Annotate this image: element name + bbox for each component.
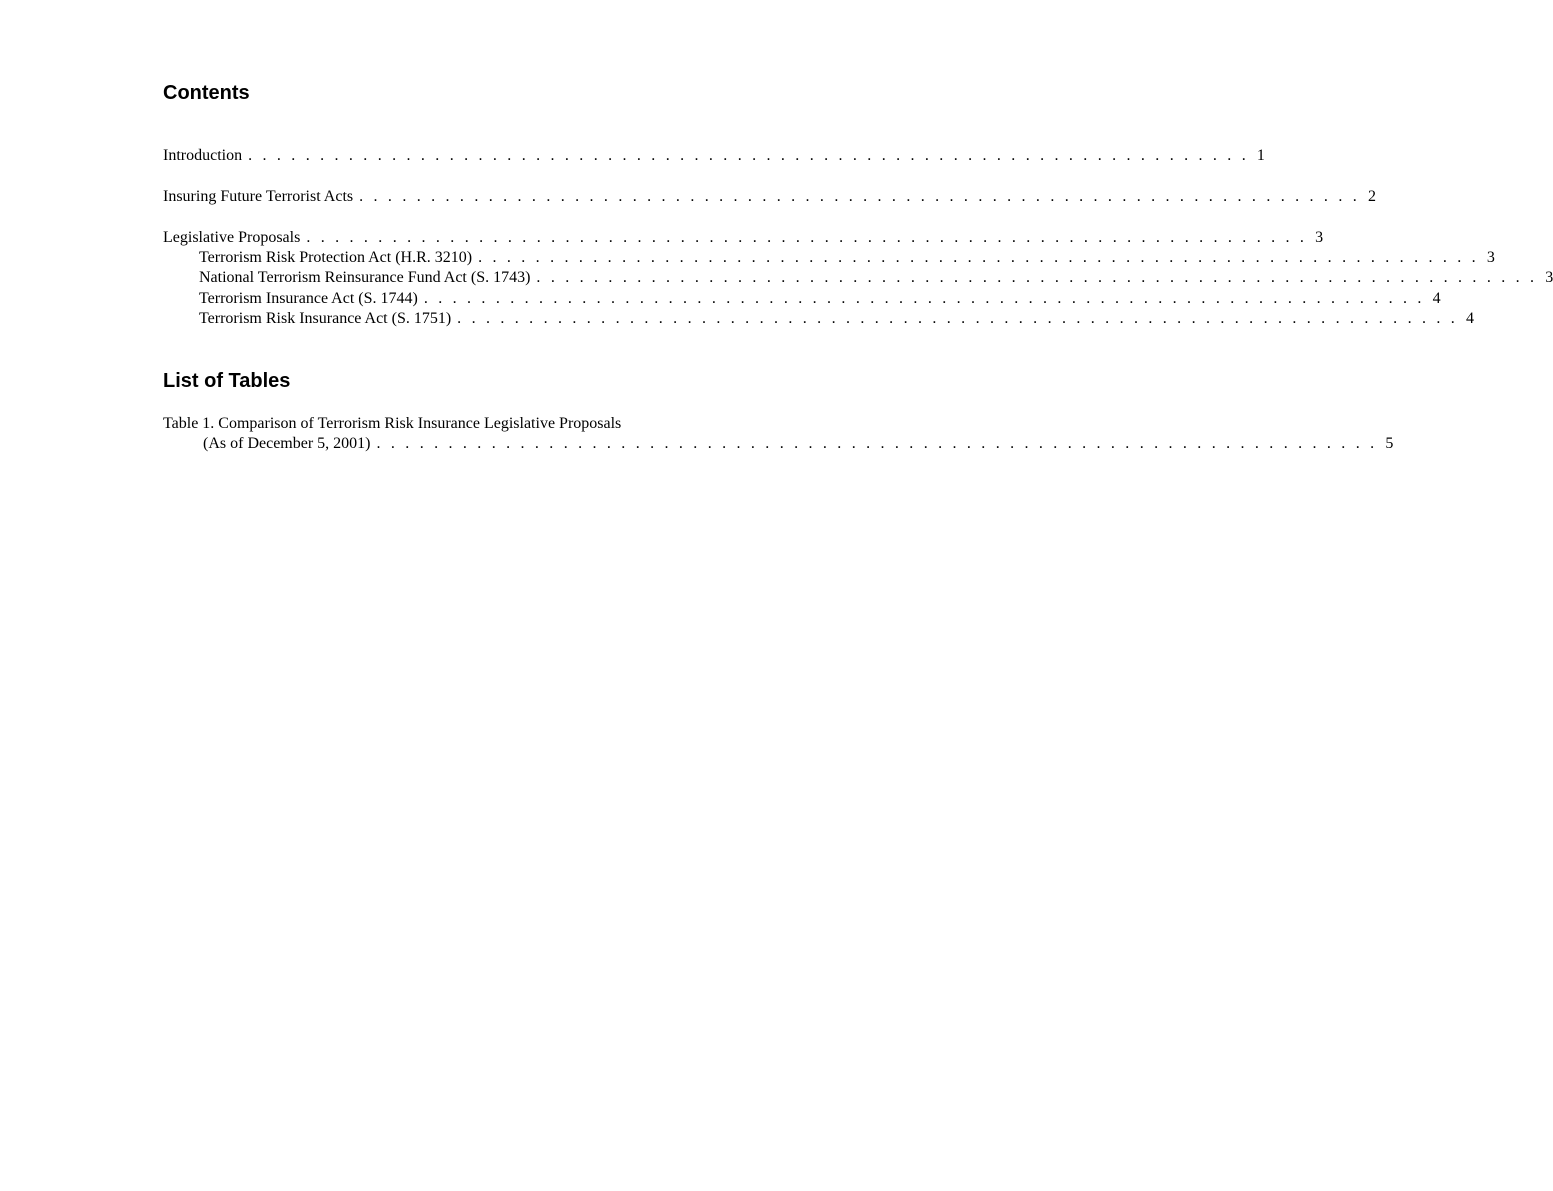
toc-entry-introduction[interactable] [163,146,1265,166]
table-entry-title-line1[interactable]: Table 1. Comparison of Terrorism Risk Insurance Legislative Proposals [163,415,622,432]
list-of-tables-heading: List of Tables [163,370,291,392]
toc-entry-national-terrorism-reinsurance-fund-act[interactable] [199,268,1553,288]
table-entry-1[interactable] [203,434,1394,454]
toc-entry-terrorism-insurance-act[interactable] [199,289,1441,309]
toc-entry-title: Insuring Future Terrorist Acts [163,188,354,205]
table-entry-title-line2: (As of December 5, 2001) [203,435,371,452]
toc-page-number: 4 [1432,290,1441,307]
toc-page-number: 3 [1545,269,1553,286]
toc-entry-terrorism-risk-protection-act[interactable] [199,248,1495,268]
dot-leader: . . . . . . . . . . . . . . . . . . . . . . . . . . . . . . . . . . . . . . . . . . . . . . . . . . . . . . . . . . . . . . . . . . . . . . [306,229,1308,246]
toc-page-number: 1 [1256,147,1265,164]
toc-page-number: 3 [1315,229,1324,246]
toc-entry-terrorism-risk-insurance-act[interactable] [199,309,1474,329]
toc-entry-legislative-proposals[interactable] [163,228,1324,248]
dot-leader: . . . . . . . . . . . . . . . . . . . . . . . . . . . . . . . . . . . . . . . . . . . . . . . . . . . . . . . . . . . . . . . . . . . . . . [457,310,1458,327]
toc-entry-title: National Terrorism Reinsurance Fund Act (S. 1743) [199,269,531,286]
dot-leader: . . . . . . . . . . . . . . . . . . . . . . . . . . . . . . . . . . . . . . . . . . . . . . . . . . . . . . . . . . . . . . . . . . . . . . [423,290,1425,307]
dot-leader: . . . . . . . . . . . . . . . . . . . . . . . . . . . . . . . . . . . . . . . . . . . . . . . . . . . . . . . . . . . . . . . . . . . . . . [248,147,1249,164]
dot-leader: . . . . . . . . . . . . . . . . . . . . . . . . . . . . . . . . . . . . . . . . . . . . . . . . . . . . . . . . . . . . . . . . . . . . . . [536,269,1538,286]
toc-page-number: 4 [1465,310,1474,327]
toc-entry-title: Introduction [163,147,243,164]
toc-page-number: 3 [1486,249,1495,266]
toc-entry-insuring-future-terrorist-acts[interactable] [163,187,1376,207]
toc-page-number: 2 [1367,188,1376,205]
toc-entry-title: Terrorism Risk Protection Act (H.R. 3210) [199,249,473,266]
dot-leader: . . . . . . . . . . . . . . . . . . . . . . . . . . . . . . . . . . . . . . . . . . . . . . . . . . . . . . . . . . . . . . . . . . . . . . [478,249,1479,266]
toc-entry-title: Legislative Proposals [163,229,301,246]
dot-leader: . . . . . . . . . . . . . . . . . . . . . . . . . . . . . . . . . . . . . . . . . . . . . . . . . . . . . . . . . . . . . . . . . . . . . . [376,435,1378,452]
toc-entry-title: Terrorism Insurance Act (S. 1744) [199,290,418,307]
dot-leader: . . . . . . . . . . . . . . . . . . . . . . . . . . . . . . . . . . . . . . . . . . . . . . . . . . . . . . . . . . . . . . . . . . . . . . [359,188,1360,205]
contents-heading: Contents [163,82,250,104]
toc-page-number: 5 [1385,435,1394,452]
toc-entry-title: Terrorism Risk Insurance Act (S. 1751) [199,310,452,327]
